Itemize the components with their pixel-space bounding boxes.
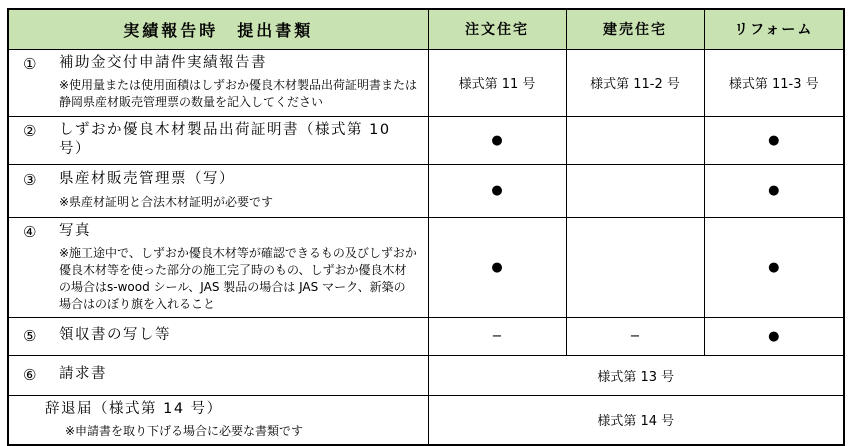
column-header-reform: リフォーム: [704, 9, 844, 49]
value-cell: ●: [704, 116, 844, 164]
item-number: ①: [23, 54, 37, 73]
value-cell: −: [566, 318, 704, 356]
item-number: ③: [23, 171, 37, 190]
item-number: ⑥: [23, 366, 37, 385]
table-row: [8, 49, 844, 116]
item-cell-6: [8, 356, 428, 396]
value-cell: [566, 164, 704, 217]
item-number: ④: [23, 222, 37, 241]
table-row: [8, 217, 844, 317]
item-note: ※使用量または使用面積はしずおか優良木材製品出荷証明書または静岡県産材販売管理票の数量を記入してください: [59, 78, 418, 110]
merged-value-cell: 様式第 14 号: [428, 396, 844, 445]
value-cell: ●: [428, 116, 566, 164]
value-cell: ●: [428, 217, 566, 317]
value-cell: ●: [704, 217, 844, 317]
column-header-custom-home: 注文住宅: [428, 9, 566, 49]
table-row: [8, 116, 844, 164]
value-cell: 様式第 11 号: [428, 49, 566, 116]
item-number: ⑤: [23, 327, 37, 346]
value-cell: ●: [428, 164, 566, 217]
item-cell-2: [8, 116, 428, 164]
item-title: 請求書: [59, 366, 107, 383]
item-title: 補助金交付申請件実績報告書: [59, 54, 267, 71]
value-cell: 様式第 11-2 号: [566, 49, 704, 116]
item-note: ※申請書を取り下げる場合に必要な書類です: [65, 423, 304, 438]
item-title: しずおか優良木材製品出荷証明書（様式第 10 号）: [59, 121, 391, 158]
table-row: [8, 396, 844, 445]
table-header-row: [8, 9, 844, 49]
merged-value-cell: 様式第 13 号: [428, 356, 844, 396]
item-cell-5: [8, 318, 428, 356]
value-cell: −: [428, 318, 566, 356]
submission-documents-table: [7, 8, 845, 446]
item-cell-withdrawal: [8, 396, 428, 445]
value-cell: 様式第 11-3 号: [704, 49, 844, 116]
item-note: ※施工途中で、しずおか優良木材等が確認できるもの及びしずおか優良木材等を使った部分の施工完了時のもの、しずおか優良木材の場合はs-wood シール、JAS 製品の場合は JAS マーク、新築の場合はのぼり旗を入れること: [59, 245, 417, 311]
value-cell: [566, 116, 704, 164]
table-title: 実績報告時 提出書類: [8, 9, 428, 49]
item-cell-3: [8, 164, 428, 217]
item-title: 辞退届（様式第 14 号）: [45, 401, 223, 417]
table-row: [8, 356, 844, 396]
item-cell-4: [8, 217, 428, 317]
item-title: 写真: [59, 222, 91, 239]
item-title: 領収書の写し等: [59, 327, 171, 344]
item-title: 県産材販売管理票（写）: [59, 171, 235, 188]
column-header-spec-home: 建売住宅: [566, 9, 704, 49]
item-note: ※県産材証明と合法木材証明が必要です: [59, 194, 274, 209]
value-cell: [566, 217, 704, 317]
value-cell: ●: [704, 164, 844, 217]
item-cell-1: [8, 49, 428, 116]
table-row: [8, 318, 844, 356]
item-number: ②: [23, 121, 37, 140]
value-cell: ●: [704, 318, 844, 356]
table-row: [8, 164, 844, 217]
